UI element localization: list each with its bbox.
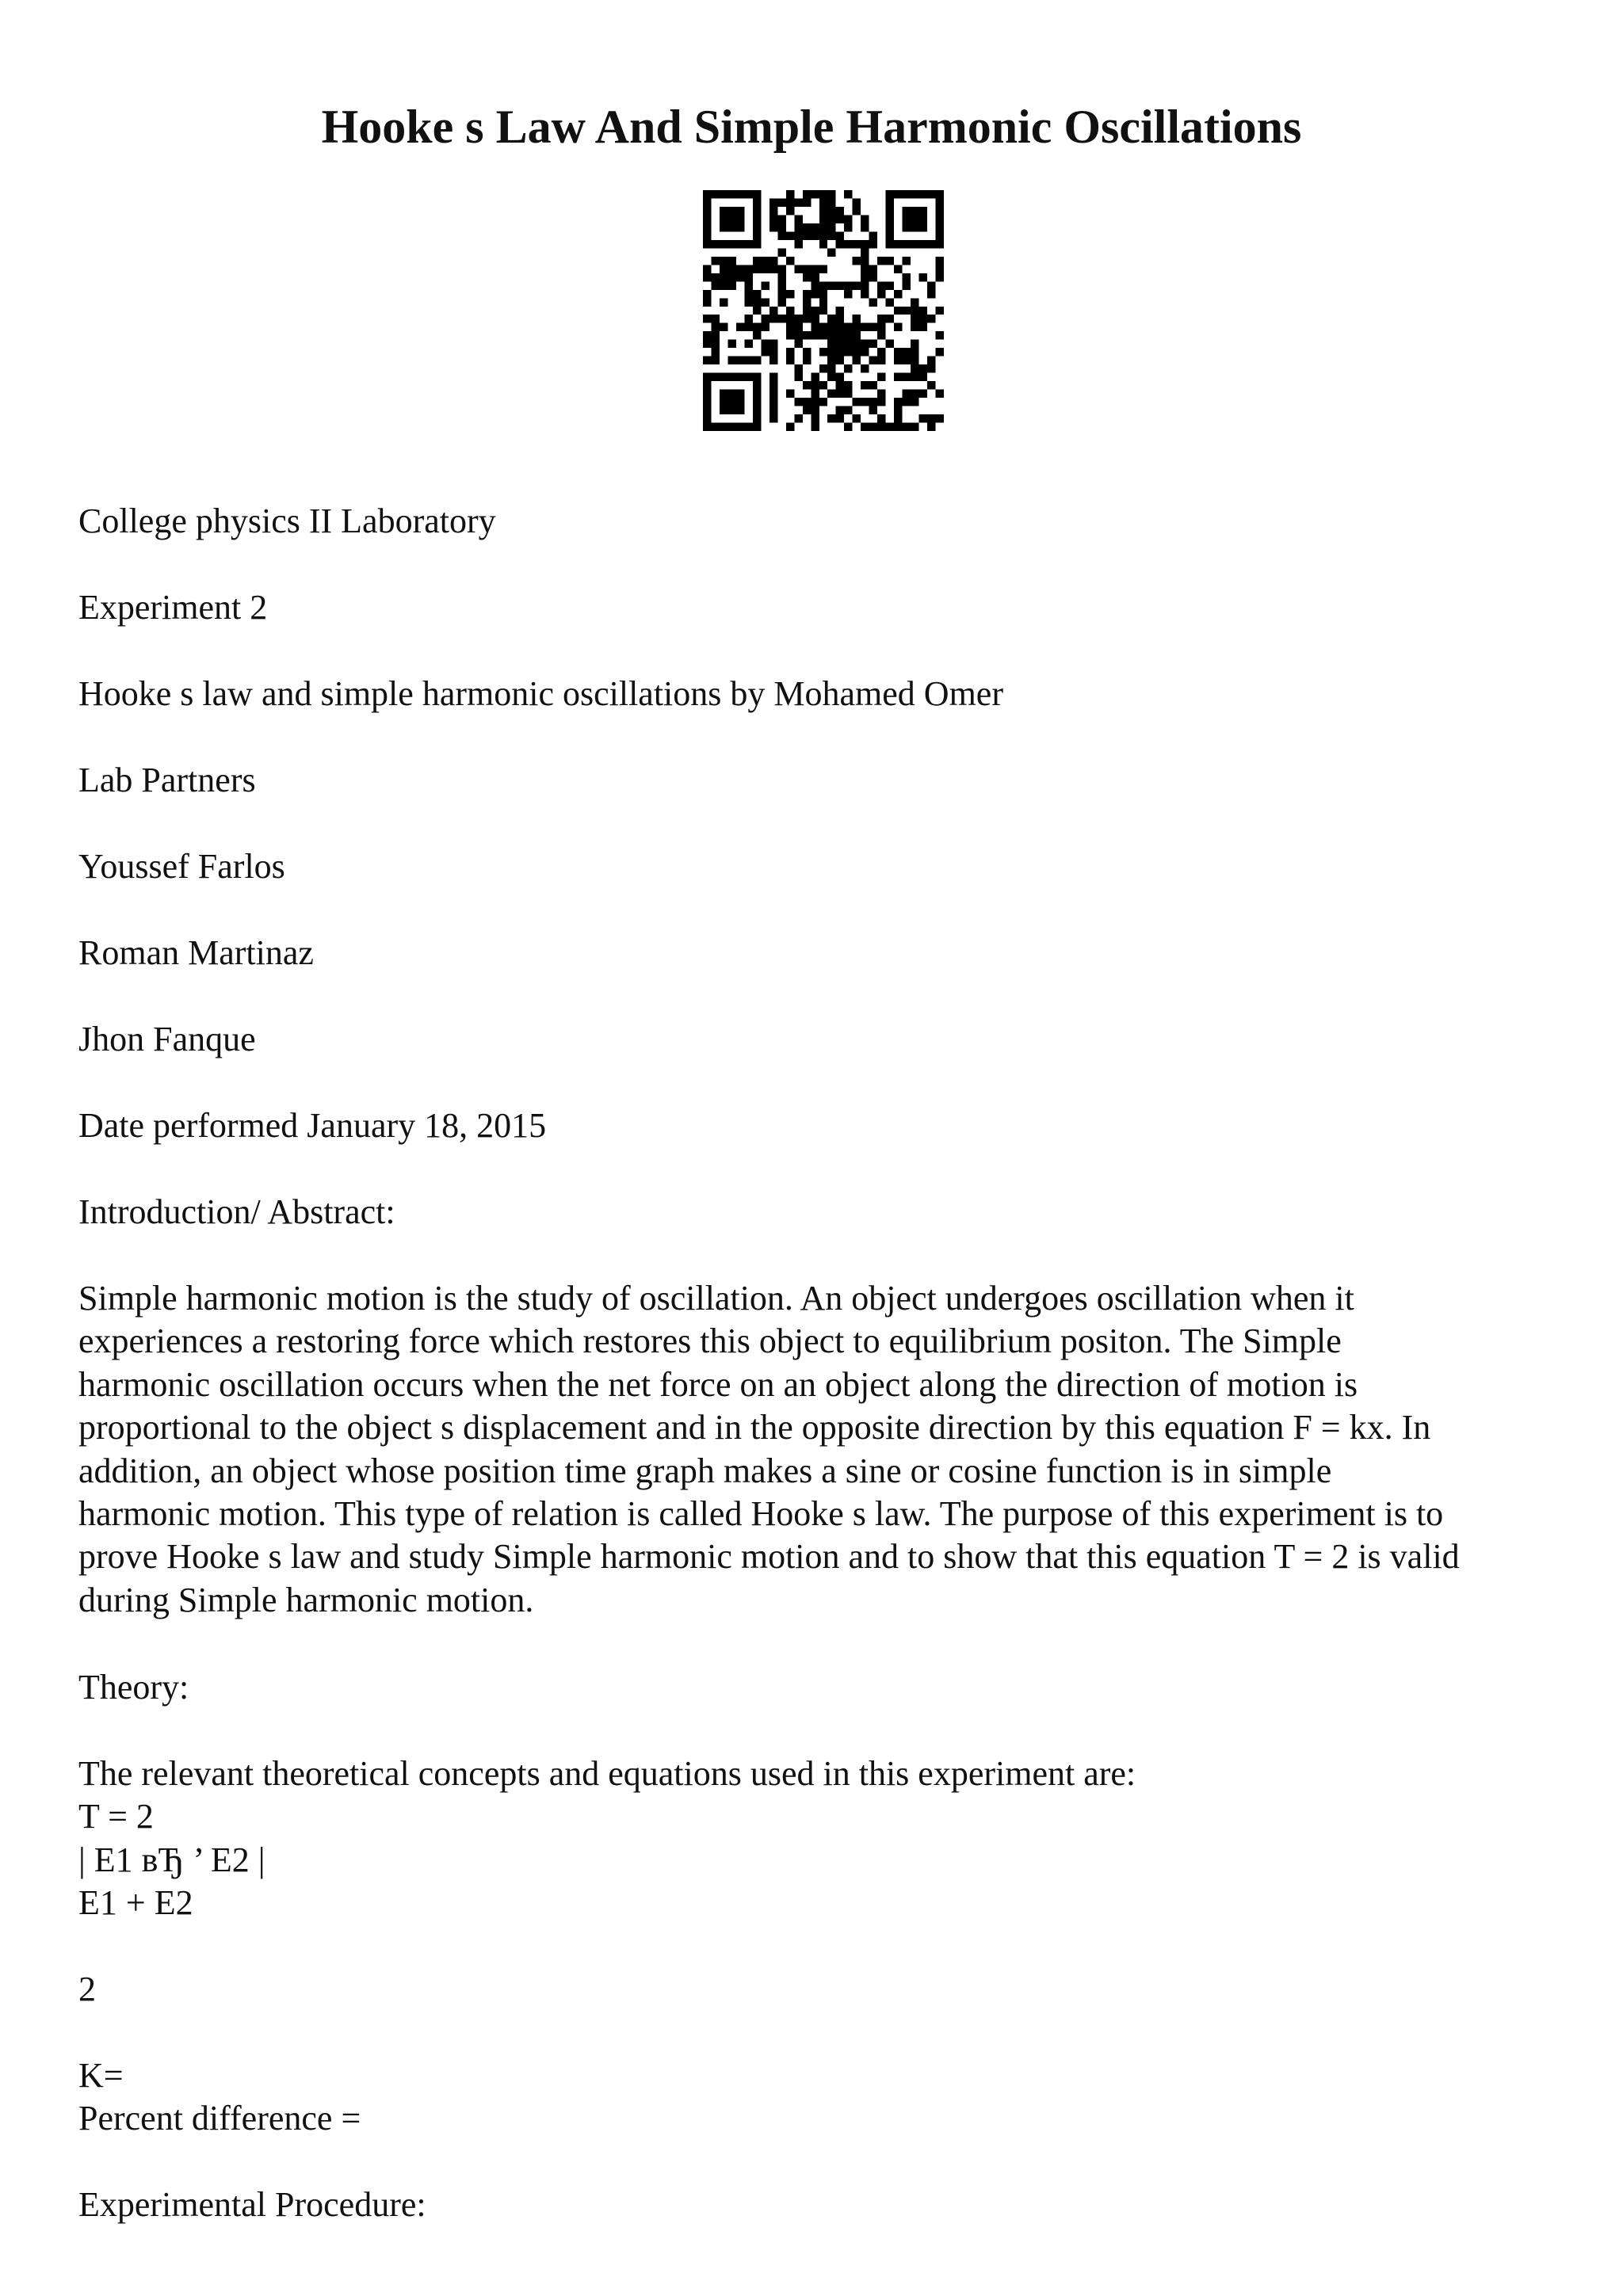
partner-name: Youssef Farlos — [78, 847, 285, 886]
procedure-heading: Experimental Procedure: — [78, 2185, 426, 2224]
theory-heading: Theory: — [78, 1668, 189, 1707]
equation-period: T = 2 — [78, 1797, 154, 1836]
equation-sum: E1 + E2 — [78, 1883, 193, 1922]
date-performed: Date performed January 18, 2015 — [78, 1106, 547, 1145]
abstract-line: addition, an object whose position time graph makes a sine or cosine function is in simple — [78, 1451, 1332, 1490]
abstract-line: experiences a restoring force which restores this object to equilibrium positon. The Simple — [78, 1322, 1342, 1361]
theory-intro: The relevant theoretical concepts and equations used in this experiment are: — [78, 1754, 1136, 1793]
partner-name: Jhon Fanque — [78, 1020, 256, 1058]
equation-percent-difference: Percent difference = — [78, 2099, 361, 2138]
document-title: Hooke s Law And Simple Harmonic Oscillations — [321, 101, 1302, 153]
introduction-heading: Introduction/ Abstract: — [78, 1192, 395, 1231]
qr-code-icon — [703, 190, 944, 431]
report-title: Hooke s law and simple harmonic oscillations by Mohamed Omer — [78, 674, 1003, 713]
abstract-line: prove Hooke s law and study Simple harmonic motion and to show that this equation T = 2 is valid — [78, 1537, 1460, 1577]
equation-abs-difference: | E1 вЂ ’ E2 | — [78, 1840, 265, 1879]
partner-name: Roman Martinaz — [78, 933, 314, 972]
abstract-line: during Simple harmonic motion. — [78, 1580, 534, 1619]
abstract-paragraph — [78, 1277, 1560, 1622]
equation-spring-constant: K= — [78, 2056, 124, 2095]
course-name: College physics II Laboratory — [78, 502, 496, 540]
equation-divisor: 2 — [78, 1970, 96, 2008]
abstract-line: harmonic oscillation occurs when the net force on an object along the direction of motion is — [78, 1364, 1358, 1404]
lab-partners-heading: Lab Partners — [78, 761, 256, 799]
abstract-line: Simple harmonic motion is the study of oscillation. An object undergoes oscillation when it — [78, 1279, 1354, 1318]
abstract-line: harmonic motion. This type of relation is called Hooke s law. The purpose of this experiment is to — [78, 1494, 1444, 1534]
abstract-line: proportional to the object s displacement and in the opposite direction by this equation F = kx. In — [78, 1408, 1431, 1447]
experiment-number: Experiment 2 — [78, 588, 268, 627]
